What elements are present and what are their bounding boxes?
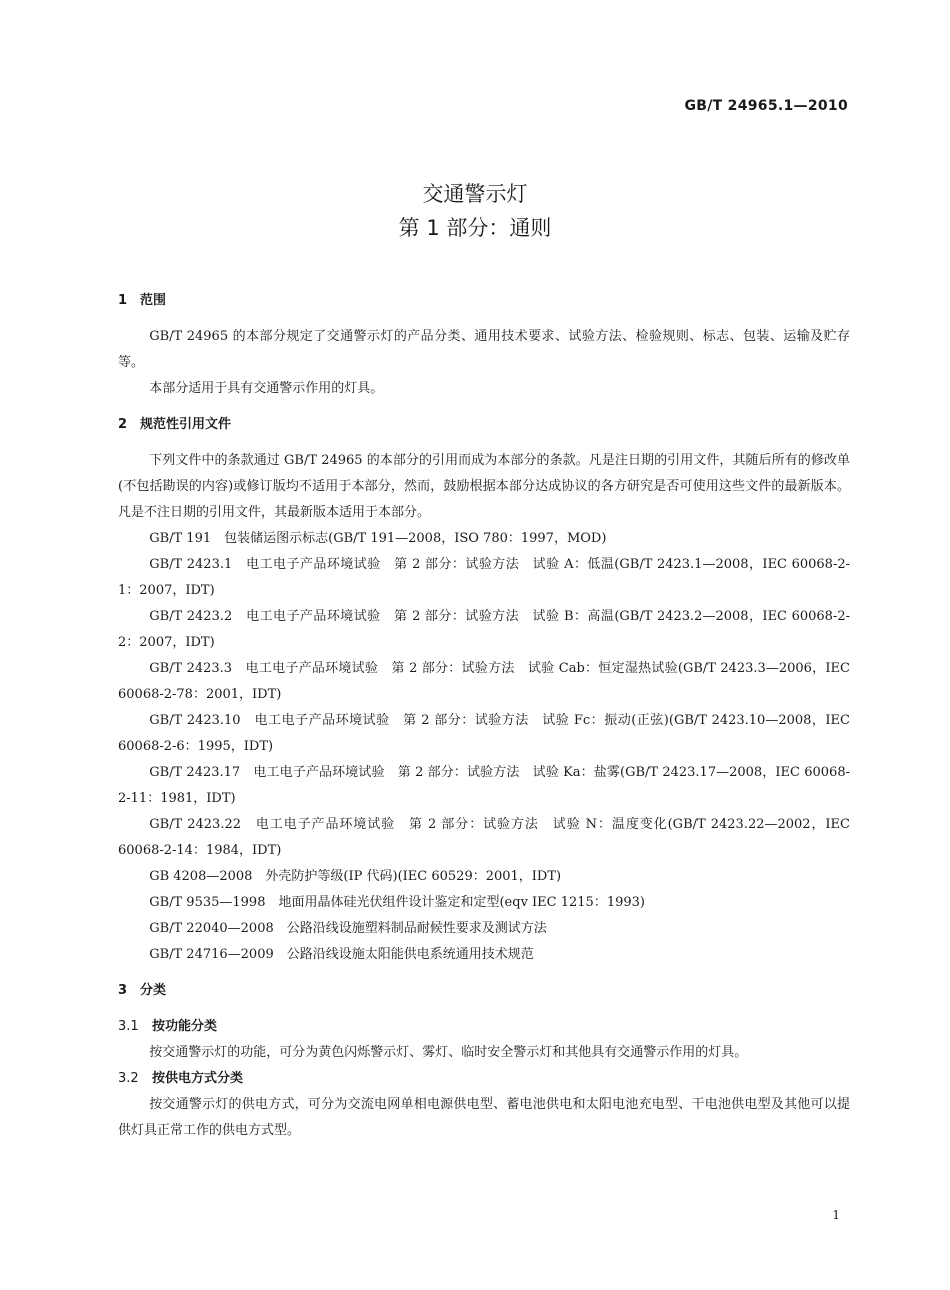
- paragraph: 本部分适用于具有交通警示作用的灯具。: [149, 381, 384, 396]
- section-title: 分类: [140, 983, 167, 998]
- paragraph: 按交通警示灯的功能，可分为黄色闪烁警示灯、雾灯、临时安全警示灯和其他具有交通警示作用的灯具。: [149, 1045, 748, 1060]
- reference-item: GB/T 2423.2 电工电子产品环境试验 第 2 部分：试验方法 试验 B：高温(GB/T 2423.2—2008，IEC 60068-2-2：2007，IDT): [118, 609, 850, 650]
- subsection-heading-3-2: [118, 1066, 850, 1092]
- reference-item: GB/T 9535—1998 地面用晶体硅光伏组件设计鉴定和定型(eqv IEC 1215：1993): [149, 895, 645, 910]
- section-heading-2: [118, 412, 850, 438]
- document-title: 交通警示灯: [422, 182, 528, 206]
- reference-item: GB/T 2423.10 电工电子产品环境试验 第 2 部分：试验方法 试验 Fc：振动(正弦)(GB/T 2423.10—2008，IEC 60068-2-6：1995，IDT): [118, 713, 850, 754]
- section-title: 规范性引用文件: [140, 417, 232, 432]
- page-number: 1: [832, 1208, 840, 1222]
- reference-item: GB/T 191 包装储运图示标志(GB/T 191—2008，ISO 780：1997，MOD): [149, 531, 607, 546]
- section-number: 2: [118, 417, 128, 432]
- reference-item: GB/T 2423.22 电工电子产品环境试验 第 2 部分：试验方法 试验 N：温度变化(GB/T 2423.22—2002，IEC 60068-2-14：1984，IDT): [118, 817, 850, 858]
- subsection-heading-3-1: [118, 1014, 850, 1040]
- paragraph: GB/T 24965 的本部分规定了交通警示灯的产品分类、通用技术要求、试验方法、检验规则、标志、包装、运输及贮存等。: [118, 329, 850, 370]
- reference-item: GB 4208—2008 外壳防护等级(IP 代码)(IEC 60529：2001，IDT): [149, 869, 562, 884]
- reference-item: GB/T 2423.17 电工电子产品环境试验 第 2 部分：试验方法 试验 Ka：盐雾(GB/T 2423.17—2008，IEC 60068-2-11：1981，IDT): [118, 765, 850, 806]
- section-number: 3: [118, 983, 128, 998]
- document-body: [118, 288, 850, 1144]
- subsection-title: 按功能分类: [152, 1019, 218, 1034]
- section-heading-1: [118, 288, 850, 314]
- section-number: 1: [118, 293, 128, 308]
- subsection-number: 3.2: [118, 1071, 139, 1086]
- subsection-title: 按供电方式分类: [152, 1071, 244, 1086]
- reference-item: GB/T 2423.3 电工电子产品环境试验 第 2 部分：试验方法 试验 Cab：恒定湿热试验(GB/T 2423.3—2006，IEC 60068-2-78：2001，IDT): [118, 661, 850, 702]
- reference-item: GB/T 22040—2008 公路沿线设施塑料制品耐候性要求及测试方法: [149, 921, 547, 936]
- section-title: 范围: [140, 293, 167, 308]
- standard-code: GB/T 24965.1—2010: [684, 98, 848, 114]
- paragraph: 下列文件中的条款通过 GB/T 24965 的本部分的引用而成为本部分的条款。凡是注日期的引用文件，其随后所有的修改单(不包括勘误的内容)或修订版均不适用于本部分，然而，鼓励根据本部分达成协议的各方研究是否可使用这些文件的最新版本。凡是不注日期的引用文件，其最新版本适用于本部分。: [118, 453, 850, 520]
- section-heading-3: [118, 978, 850, 1004]
- paragraph: 按交通警示灯的供电方式，可分为交流电网单相电源供电型、蓄电池供电和太阳电池充电型、干电池供电型及其他可以提供灯具正常工作的供电方式型。: [118, 1097, 850, 1138]
- reference-item: GB/T 2423.1 电工电子产品环境试验 第 2 部分：试验方法 试验 A：低温(GB/T 2423.1—2008，IEC 60068-2-1：2007，IDT): [118, 557, 850, 598]
- reference-item: GB/T 24716—2009 公路沿线设施太阳能供电系统通用技术规范: [149, 947, 534, 962]
- document-subtitle: 第 1 部分：通则: [398, 216, 552, 240]
- subsection-number: 3.1: [118, 1019, 139, 1034]
